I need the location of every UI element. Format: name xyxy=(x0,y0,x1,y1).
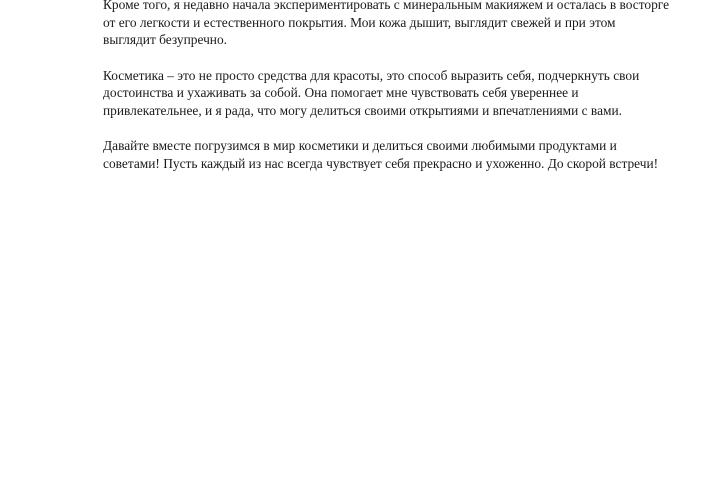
text-line: Давайте вместе погрузимся в мир косметики и делиться своими любимыми продуктами и xyxy=(103,138,617,153)
text-line: Косметика – это не просто средства для красоты, это способ выразить себя, подчеркнуть свои xyxy=(103,67,640,83)
text-line: привлекательнее, и я рада, что могу делиться своими открытиями и впечатлениями с вами. xyxy=(103,102,623,118)
document-body xyxy=(103,0,673,190)
paragraph-closing xyxy=(103,137,673,172)
text-line: достоинства и ухаживать за собой. Она помогает мне чувствовать себя увереннее и xyxy=(103,85,579,100)
text-line: от его легкости и естественного покрытия. Мои кожа дышит, выглядит свежей и при этом xyxy=(103,14,616,30)
paragraph-cosmetics-meaning xyxy=(103,67,673,120)
text-line: выглядит безупречно. xyxy=(103,32,228,47)
text-line: советами! Пусть каждый из нас всегда чувствует себя прекрасно и ухоженно. До скорой встречи! xyxy=(103,155,659,171)
paragraph-mineral-makeup xyxy=(103,0,673,49)
text-line: Кроме того, я недавно начала экспериментировать с минеральным макияжем и осталась в восторге xyxy=(103,0,670,12)
